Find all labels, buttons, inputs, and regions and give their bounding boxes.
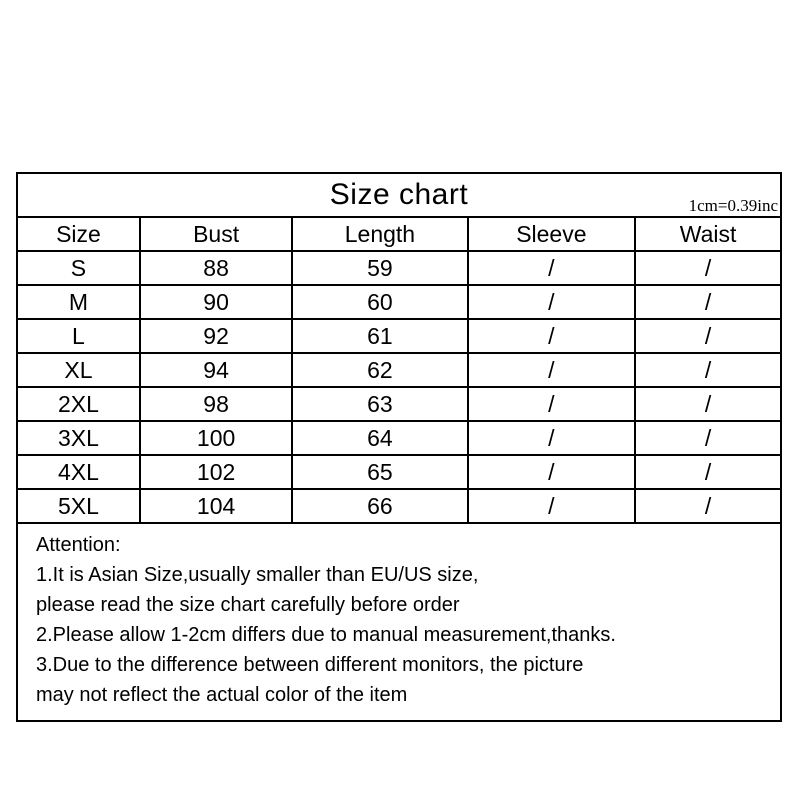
column-header-length: Length [292,218,467,251]
cell-size: 5XL [18,489,140,522]
attention-line: 3.Due to the difference between different monitors, the picture [36,654,584,676]
cell-bust: 90 [140,285,292,319]
cell-sleeve: / [468,421,636,455]
cell-sleeve: / [468,319,636,353]
cell-size: M [18,285,140,319]
cell-length: 62 [292,353,467,387]
table-row [18,251,780,285]
cell-waist: / [635,285,780,319]
cell-length: 59 [292,251,467,285]
table-body [18,251,780,522]
table-row [18,319,780,353]
table-header-row [18,218,780,251]
cell-length: 63 [292,387,467,421]
size-table [18,218,780,522]
cell-waist: / [635,489,780,522]
column-header-size: Size [18,218,140,251]
column-header-bust: Bust [140,218,292,251]
cell-waist: / [635,455,780,489]
column-header-waist: Waist [635,218,780,251]
cell-size: XL [18,353,140,387]
cell-sleeve: / [468,285,636,319]
cell-sleeve: / [468,489,636,522]
attention-line: please read the size chart carefully before order [36,594,460,616]
cell-bust: 94 [140,353,292,387]
cell-length: 61 [292,319,467,353]
size-chart-container [16,172,782,722]
table-header [18,218,780,251]
cell-size: L [18,319,140,353]
cell-sleeve: / [468,455,636,489]
cell-sleeve: / [468,387,636,421]
cell-size: S [18,251,140,285]
cell-length: 65 [292,455,467,489]
table-row [18,387,780,421]
table-row [18,421,780,455]
cell-size: 4XL [18,455,140,489]
page-title: Size chart [329,178,469,211]
cell-length: 66 [292,489,467,522]
cell-size: 2XL [18,387,140,421]
cell-size: 3XL [18,421,140,455]
attention-line: may not reflect the actual color of the item [36,684,408,706]
cell-waist: / [635,251,780,285]
cell-bust: 88 [140,251,292,285]
cell-bust: 104 [140,489,292,522]
table-row [18,353,780,387]
cell-bust: 100 [140,421,292,455]
chart-title-band [18,174,780,218]
table-row [18,285,780,319]
attention-line: 1.It is Asian Size,usually smaller than EU/US size, [36,564,479,586]
cell-waist: / [635,421,780,455]
column-header-sleeve: Sleeve [468,218,636,251]
cell-sleeve: / [468,353,636,387]
cell-length: 64 [292,421,467,455]
attention-block [18,522,780,720]
cell-waist: / [635,319,780,353]
cell-waist: / [635,387,780,421]
unit-conversion-note: 1cm=0.39inc [688,196,778,215]
cell-bust: 102 [140,455,292,489]
cell-sleeve: / [468,251,636,285]
attention-heading: Attention: [36,534,121,556]
attention-line: 2.Please allow 1-2cm differs due to manual measurement,thanks. [36,624,616,646]
table-row [18,489,780,522]
cell-length: 60 [292,285,467,319]
cell-bust: 98 [140,387,292,421]
cell-waist: / [635,353,780,387]
table-row [18,455,780,489]
cell-bust: 92 [140,319,292,353]
